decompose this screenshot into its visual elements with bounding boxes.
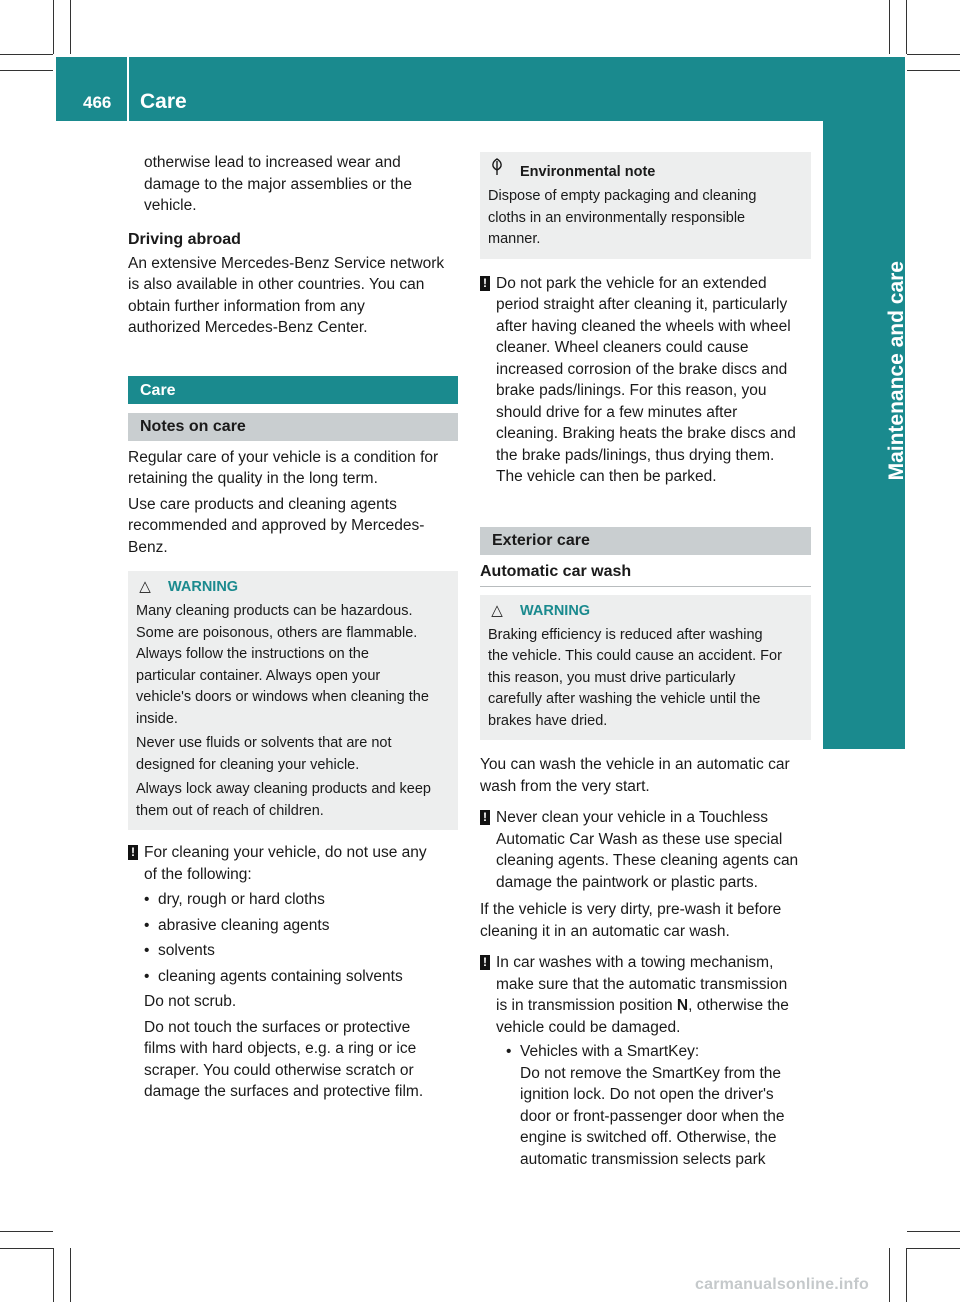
watermark: carmanualsonline.info (695, 1276, 870, 1293)
crop-mark (907, 1248, 960, 1249)
smartkey-instructions (496, 1063, 811, 1171)
text-line: door or front-passenger door when the (520, 1107, 785, 1125)
text-line: increased corrosion of the brake discs and (496, 360, 788, 378)
crop-mark (70, 1248, 71, 1302)
text-line: The vehicle can then be parked. (496, 468, 717, 485)
list-item: • dry, rough or hard cloths (144, 889, 458, 911)
text-line: designed for cleaning your vehicle. (136, 756, 360, 773)
chapter-tab-label: Maintenance and care (885, 261, 908, 481)
crop-mark (0, 70, 53, 71)
text-line: vehicle. (144, 197, 197, 214)
text-line: cleaning agents. These cleaning agents can (496, 852, 799, 869)
text-line: Automatic Car Wash as these use special (496, 830, 783, 848)
exclamation-icon: ! (480, 810, 490, 825)
text-line: this reason, you must drive particularly (488, 669, 736, 686)
text-line: ignition lock. Do not open the driver's (520, 1086, 774, 1103)
text-line: cloths in an environmentally responsible (488, 209, 746, 226)
towing-note (480, 952, 811, 1170)
warning-label: WARNING (520, 602, 591, 619)
text-line: In car washes with a towing mechanism, (496, 954, 774, 971)
parking-note (480, 273, 811, 488)
text-line (496, 995, 811, 1017)
text-line: An extensive Mercedes-Benz Service network (128, 254, 445, 272)
list-item: • cleaning agents containing solvents (144, 966, 458, 988)
driving-abroad-heading: Driving abroad (128, 230, 241, 248)
text-line: brakes have dried. (488, 712, 608, 729)
header-divider (127, 57, 129, 121)
exclamation-icon: ! (480, 276, 490, 291)
right-column (480, 152, 811, 1170)
crop-mark (0, 54, 53, 55)
care-paragraph (128, 447, 458, 490)
text-line: brake pads/linings. For this reason, you (496, 382, 767, 399)
text-line: Dispose of empty packaging and cleaning (488, 188, 757, 204)
text-line: authorized Mercedes-Benz Center. (128, 319, 368, 336)
crop-mark (53, 1248, 54, 1302)
text-line: vehicle's doors or windows when cleaning the (136, 689, 429, 705)
driving-abroad-paragraph (128, 253, 458, 339)
list-item: • solvents (144, 940, 458, 962)
text-line: damage the paintwork or plastic parts. (496, 873, 758, 891)
crop-mark (53, 0, 54, 54)
automatic-car-wash-heading: Automatic car wash (480, 561, 811, 587)
text-line: cleaning it in an automatic car wash. (480, 922, 730, 940)
warning-triangle-icon: △ (491, 601, 503, 619)
environmental-note-heading (488, 158, 803, 182)
text-line: Do not touch the surfaces or protective (144, 1018, 411, 1036)
text-line: damage to the major assemblies or the (144, 175, 412, 193)
text-line: the brake pads/linings, thus drying them. (496, 446, 775, 464)
warning-box (128, 571, 458, 830)
chapter-tab (823, 121, 908, 749)
text-line: of the following: (144, 865, 252, 883)
leaf-bulb-icon (488, 158, 506, 182)
text-line: carefully after washing the vehicle until the (488, 691, 761, 707)
text-line: cleaning. Braking heats the brake discs and (496, 425, 796, 442)
page-header (56, 57, 905, 121)
text-line: retaining the quality in the long term. (128, 470, 378, 487)
text-line: otherwise lead to increased wear and (144, 154, 401, 171)
text-line: recommended and approved by Mercedes- (128, 517, 425, 534)
crop-mark (889, 1248, 890, 1302)
text-line: the vehicle. This could cause an accident. For (488, 648, 782, 664)
cleaning-note (128, 842, 458, 1103)
text-line: make sure that the automatic transmission (496, 975, 788, 993)
warning-heading (488, 601, 803, 621)
text-line: Use care products and cleaning agents (128, 495, 397, 513)
touchless-note (480, 807, 811, 893)
text-line: Always follow the instructions on the (136, 646, 369, 662)
text-line: Do not scrub. (144, 993, 237, 1010)
text-line: Never clean your vehicle in a Touchless (496, 809, 768, 826)
text-line: them out of reach of children. (136, 802, 324, 819)
crop-mark (907, 1231, 960, 1232)
list-item: • Vehicles with a SmartKey: (506, 1041, 811, 1063)
transmission-position-n: N (676, 997, 689, 1014)
environmental-note-label: Environmental note (520, 164, 656, 180)
text-line: manner. (488, 231, 541, 247)
text-line: Never use fluids or solvents that are not (136, 735, 392, 751)
text-line: Benz. (128, 538, 168, 556)
prewash-paragraph (480, 899, 811, 942)
care-products-paragraph (128, 494, 458, 559)
text-line: Many cleaning products can be hazardous. (136, 603, 413, 619)
text-line: damage the surfaces and protective film. (144, 1083, 424, 1100)
crop-mark (906, 0, 907, 54)
text-line: obtain further information from any (128, 297, 365, 315)
text-line: If the vehicle is very dirty, pre-wash it before (480, 901, 782, 918)
subsection-heading-notes-on-care: Notes on care (128, 413, 458, 441)
text-line: films with hard objects, e.g. a ring or ice (144, 1040, 417, 1057)
left-column (128, 152, 458, 1103)
text-line: Do not remove the SmartKey from the (520, 1064, 782, 1082)
crop-mark (889, 0, 890, 54)
text-line: For cleaning your vehicle, do not use any (144, 844, 427, 861)
crop-mark (907, 70, 960, 71)
crop-mark (0, 1231, 53, 1232)
text-line: Some are poisonous, others are flammable. (136, 624, 418, 641)
text-fragment: is in transmission position (496, 997, 677, 1014)
text-line: should drive for a few minutes after (496, 403, 738, 421)
text-line: particular container. Always open your (136, 667, 381, 684)
section-heading-care: Care (128, 376, 458, 404)
intro-paragraph (128, 152, 458, 217)
crop-mark (906, 1248, 907, 1302)
crop-mark (0, 1248, 53, 1249)
exclamation-icon: ! (480, 955, 490, 970)
text-line: inside. (136, 710, 178, 727)
crop-mark (907, 54, 960, 55)
warning-label: WARNING (168, 579, 239, 595)
exclamation-icon: ! (128, 845, 138, 860)
text-fragment: , otherwise the (688, 997, 789, 1014)
warning-heading (136, 577, 450, 597)
wash-paragraph (480, 754, 811, 797)
subsection-heading-exterior-care: Exterior care (480, 527, 811, 555)
text-line: scraper. You could otherwise scratch or (144, 1061, 414, 1079)
text-line: Braking efficiency is reduced after washing (488, 626, 763, 643)
text-line: automatic transmission selects park (520, 1150, 766, 1168)
warning-box (480, 595, 811, 741)
text-line: Always lock away cleaning products and keep (136, 781, 431, 797)
text-line: period straight after cleaning it, particularly (496, 296, 788, 313)
text-line: after having cleaned the wheels with wheel (496, 317, 791, 335)
warning-triangle-icon: △ (139, 578, 151, 595)
text-line: cleaner. Wheel cleaners could cause (496, 339, 749, 356)
list-item: • abrasive cleaning agents (144, 915, 458, 937)
crop-mark (70, 0, 71, 54)
environmental-note-box (480, 152, 811, 259)
text-line: Regular care of your vehicle is a condition for (128, 448, 439, 466)
text-line: You can wash the vehicle in an automatic car (480, 756, 790, 773)
text-line: is also available in other countries. You can (128, 276, 425, 293)
text-line: Do not park the vehicle for an extended (496, 274, 767, 292)
text-line: vehicle could be damaged. (496, 1018, 681, 1036)
page-number: 466 (83, 93, 112, 112)
text-line: engine is switched off. Otherwise, the (520, 1129, 777, 1146)
text-line: wash from the very start. (480, 777, 650, 795)
page-title: Care (140, 90, 187, 113)
